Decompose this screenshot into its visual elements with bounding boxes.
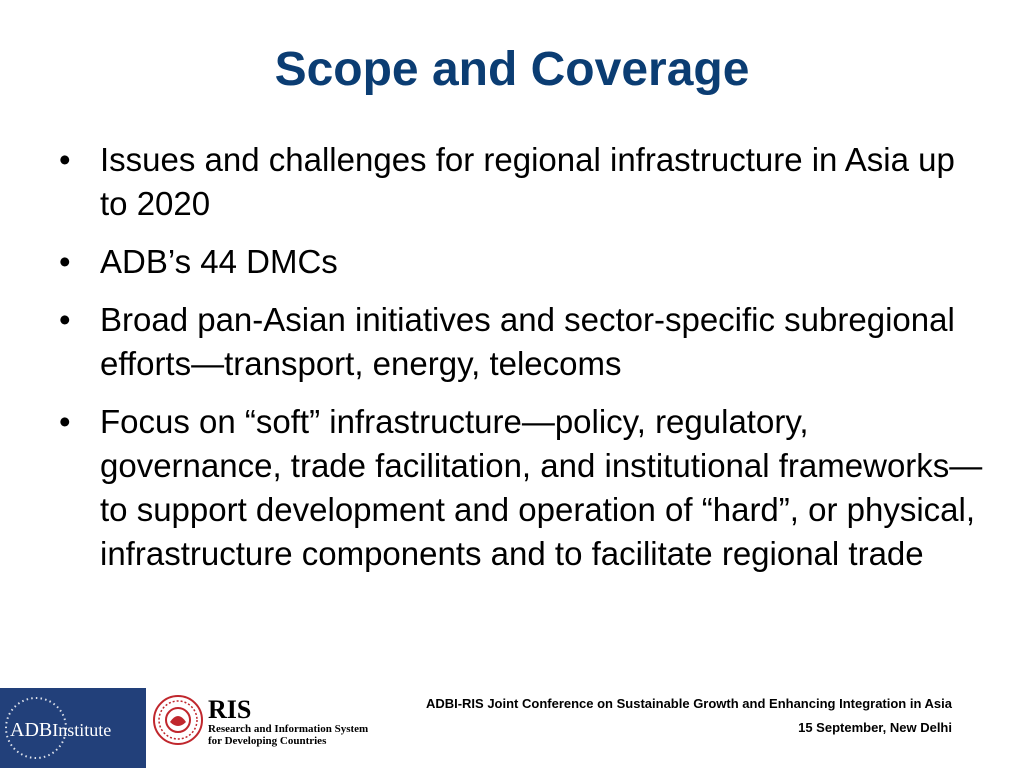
bullet-marker: • [59,301,71,338]
bullet-list [55,138,985,590]
svg-text:ADBInstitute [10,719,111,741]
ris-abbr: RIS [208,695,252,724]
conference-title: ADBI-RIS Joint Conference on Sustainable Growth and Enhancing Integration in Asia [425,696,952,711]
bullet-item [55,400,985,576]
bullet-marker: • [59,243,71,280]
ris-logo-graphic [152,692,374,748]
adbi-logo-main: ADB [10,719,53,741]
bullet-marker: • [59,141,71,178]
bullet-text: ADB’s 44 DMCs [100,243,338,280]
adbi-logo-graphic [0,688,146,768]
bullet-item [55,298,985,386]
slide-footer [0,688,1024,768]
ris-logo [152,692,374,748]
bullet-text: Focus on “soft” infrastructure—policy, regulatory, governance, trade facilitation, and institutional frameworks—to support development and operation of “hard”, or physical, infrastructure components and to facilitate regional trade [100,403,983,572]
conference-date: 15 September, New Delhi [798,720,952,735]
slide-title: Scope and Coverage [274,43,750,96]
bullet-marker: • [59,403,71,440]
bullet-text: Issues and challenges for regional infrastructure in Asia up to 2020 [100,141,955,222]
bullet-item [55,138,985,226]
adbi-logo-rest: Institute [52,720,112,740]
ris-emblem-icon [154,696,202,744]
bullet-item [55,240,985,284]
bullet-text: Broad pan-Asian initiatives and sector-specific subregional efforts—transport, energy, telecoms [100,301,955,382]
ris-line1: Research and Information System [208,723,369,735]
adbi-logo [0,688,146,768]
ris-line2: for Developing Countries [208,735,327,747]
